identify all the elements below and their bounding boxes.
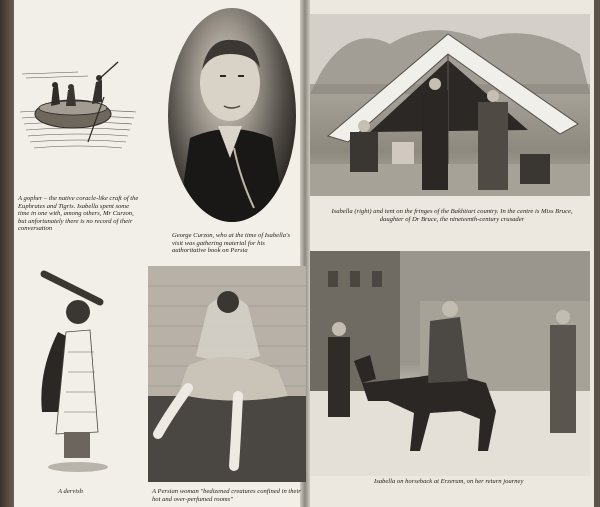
erzerum-photograph bbox=[310, 251, 590, 476]
dervish-illustration bbox=[28, 262, 118, 487]
book-spine-edge bbox=[0, 0, 14, 507]
dervish-caption: A dervish bbox=[58, 488, 83, 495]
curzon-portrait bbox=[168, 8, 296, 222]
tent-caption: Isabella (right) and tent on the fringes of the Bakhtiari country. In the centre is Miss Bruce, daughter of Dr Bruce, the nineteenth-century crusader bbox=[331, 208, 573, 223]
curzon-caption: George Curzon, who at the time of Isabella's visit was gathering material for his authoritative book on Persia bbox=[172, 232, 291, 255]
persian-woman-photograph bbox=[148, 266, 306, 482]
tent-photograph bbox=[310, 14, 590, 196]
erzerum-caption: Isabella on horseback at Erzerum, on her return journey bbox=[374, 478, 524, 485]
book-right-edge bbox=[594, 0, 600, 507]
gopher-caption: A gopher – the native coracle-like craft of the Euphrates and Tigris. Isabella spent some time in one with, among others, Mr Curzon, but unfortunately there is no record of their conversation bbox=[18, 195, 139, 233]
persian-woman-caption: A Persian woman "bedizened creatures confined in their hot and over-perfumed rooms" bbox=[152, 488, 301, 503]
gopher-illustration bbox=[18, 52, 138, 177]
